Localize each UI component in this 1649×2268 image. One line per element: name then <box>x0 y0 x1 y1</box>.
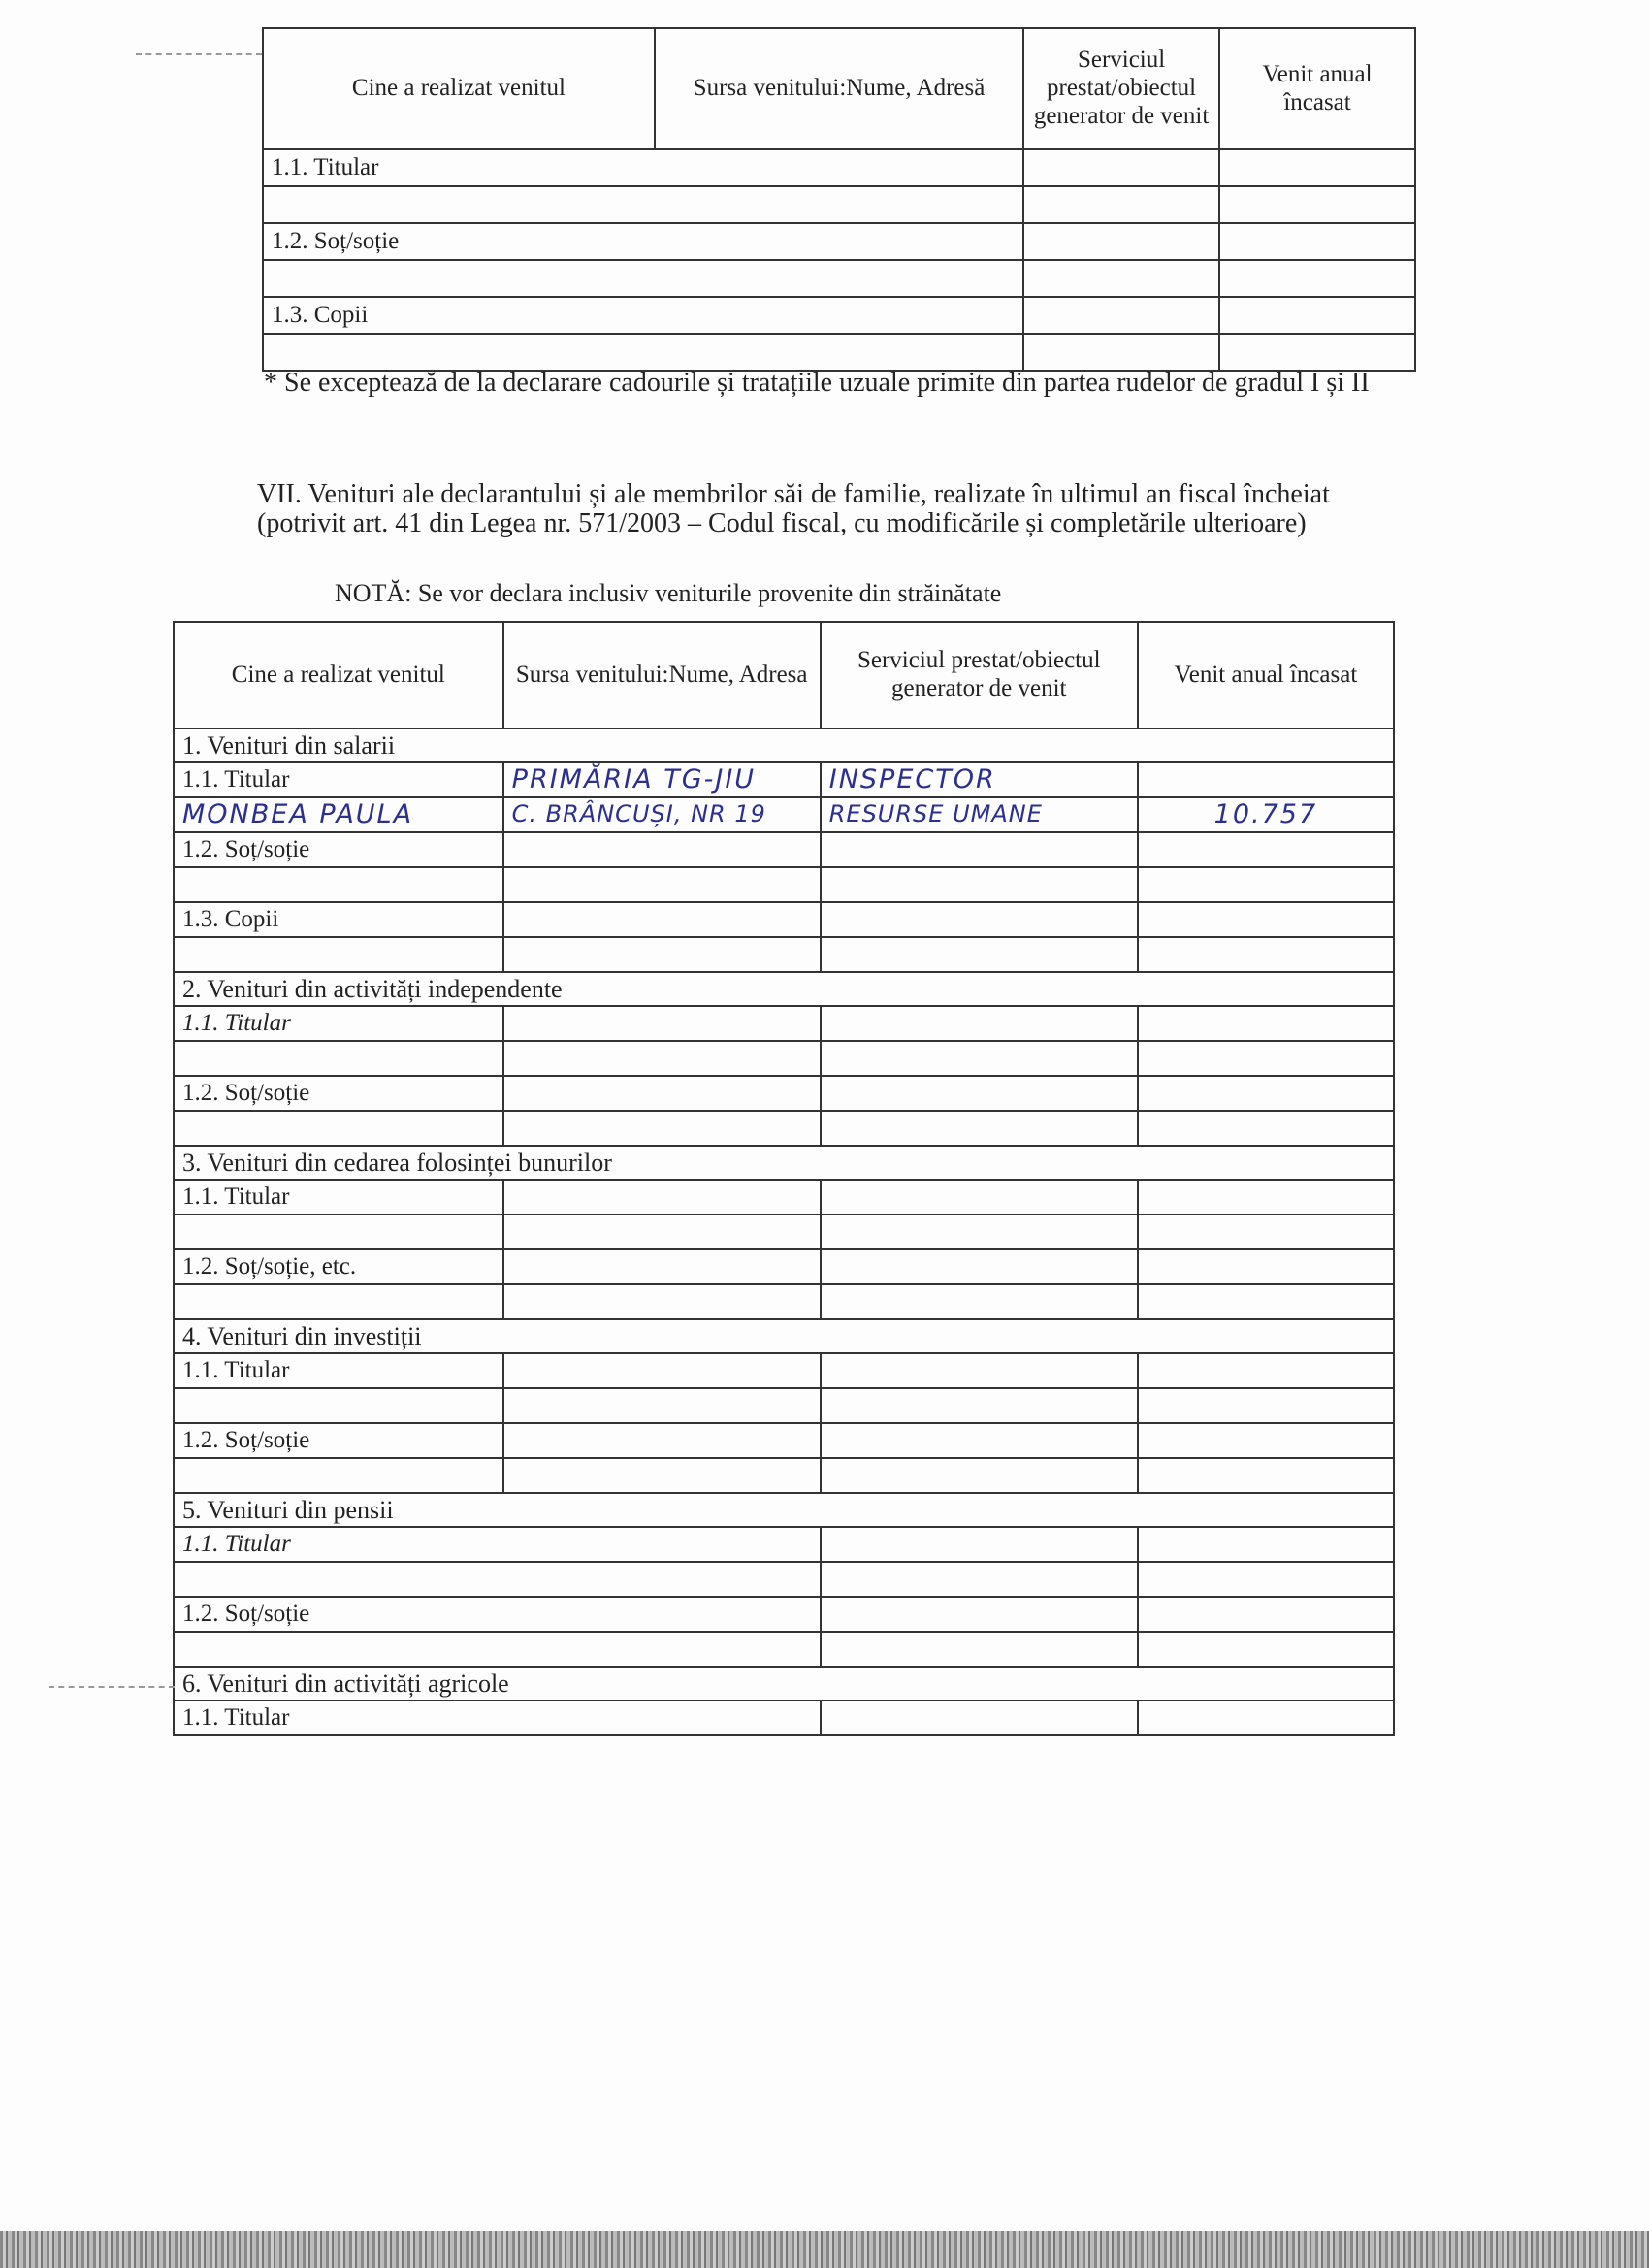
handwritten-source-2: C. BRÂNCUȘI, NR 19 <box>503 797 821 832</box>
row-label: 1.1. Titular <box>174 1527 821 1562</box>
handwritten-name: MONBEA PAULA <box>174 797 503 832</box>
col-header-amount: Venit anual încasat <box>1138 622 1394 729</box>
row-label: 1.2. Soț/soție <box>174 1423 503 1458</box>
income-table-prev <box>262 27 1416 372</box>
footnote: * Se exceptează de la declarare cadourile și tratațiile uzuale primite din partea rudelor de gradul I și II <box>264 368 1370 398</box>
row-label: 1.1. Titular <box>263 149 1023 186</box>
section-label: 2. Venituri din activități independente <box>174 972 1394 1006</box>
row-label: 1.2. Soț/soție <box>263 223 1023 260</box>
col-header-service: Serviciul prestat/obiectul generator de venit <box>821 622 1138 729</box>
section-label: 1. Venituri din salarii <box>174 729 1394 762</box>
row-label: 1.1. Titular <box>174 1180 503 1215</box>
col-header-source: Sursa venitului:Nume, Adresă <box>655 28 1023 149</box>
scan-artifact <box>48 1686 175 1688</box>
row-label: 1.2. Soț/soție, etc. <box>174 1249 503 1284</box>
handwritten-service-2: RESURSE UMANE <box>821 797 1138 832</box>
handwritten-amount: 10.757 <box>1138 797 1394 832</box>
row-label: 1.1. Titular <box>174 1701 821 1735</box>
row-label: 1.1. Titular <box>174 762 503 797</box>
section-label: 4. Venituri din investiții <box>174 1319 1394 1353</box>
row-label: 1.1. Titular <box>174 1353 503 1388</box>
row-label: 1.3. Copii <box>174 902 503 937</box>
col-header-who: Cine a realizat venitul <box>263 28 655 149</box>
section-label: 5. Venituri din pensii <box>174 1493 1394 1527</box>
col-header-amount: Venit anual încasat <box>1219 28 1415 149</box>
col-header-who: Cine a realizat venitul <box>174 622 503 729</box>
col-header-source: Sursa venitului:Nume, Adresa <box>503 622 821 729</box>
row-label: 1.2. Soț/soție <box>174 1076 503 1111</box>
col-header-service: Serviciul prestat/obiectul generator de venit <box>1023 28 1219 149</box>
row-label: 1.2. Soț/soție <box>174 1597 821 1632</box>
section-label: 3. Venituri din cedarea folosinței bunurilor <box>174 1146 1394 1180</box>
scan-border <box>0 2231 1649 2268</box>
row-label: 1.1. Titular <box>174 1006 503 1041</box>
income-table-vii <box>173 621 1395 1736</box>
row-label: 1.2. Soț/soție <box>174 832 503 867</box>
section-vii-title: VII. Venituri ale declarantului și ale membrilor săi de familie, realizate în ultimul an fiscal încheiat (potrivit art. 41 din Legea nr. 571/2003 – Codul fiscal, cu modificările și completările ulterioare) <box>257 479 1330 538</box>
handwritten-service-1: INSPECTOR <box>821 762 1138 797</box>
section-label: 6. Venituri din activități agricole <box>174 1667 1394 1701</box>
row-label: 1.3. Copii <box>263 297 1023 334</box>
scan-artifact <box>136 53 262 55</box>
handwritten-source-1: PRIMĂRIA TG-JIU <box>503 762 821 797</box>
section-vii-note: NOTĂ: Se vor declara inclusiv veniturile provenite din străinătate <box>335 579 1002 607</box>
